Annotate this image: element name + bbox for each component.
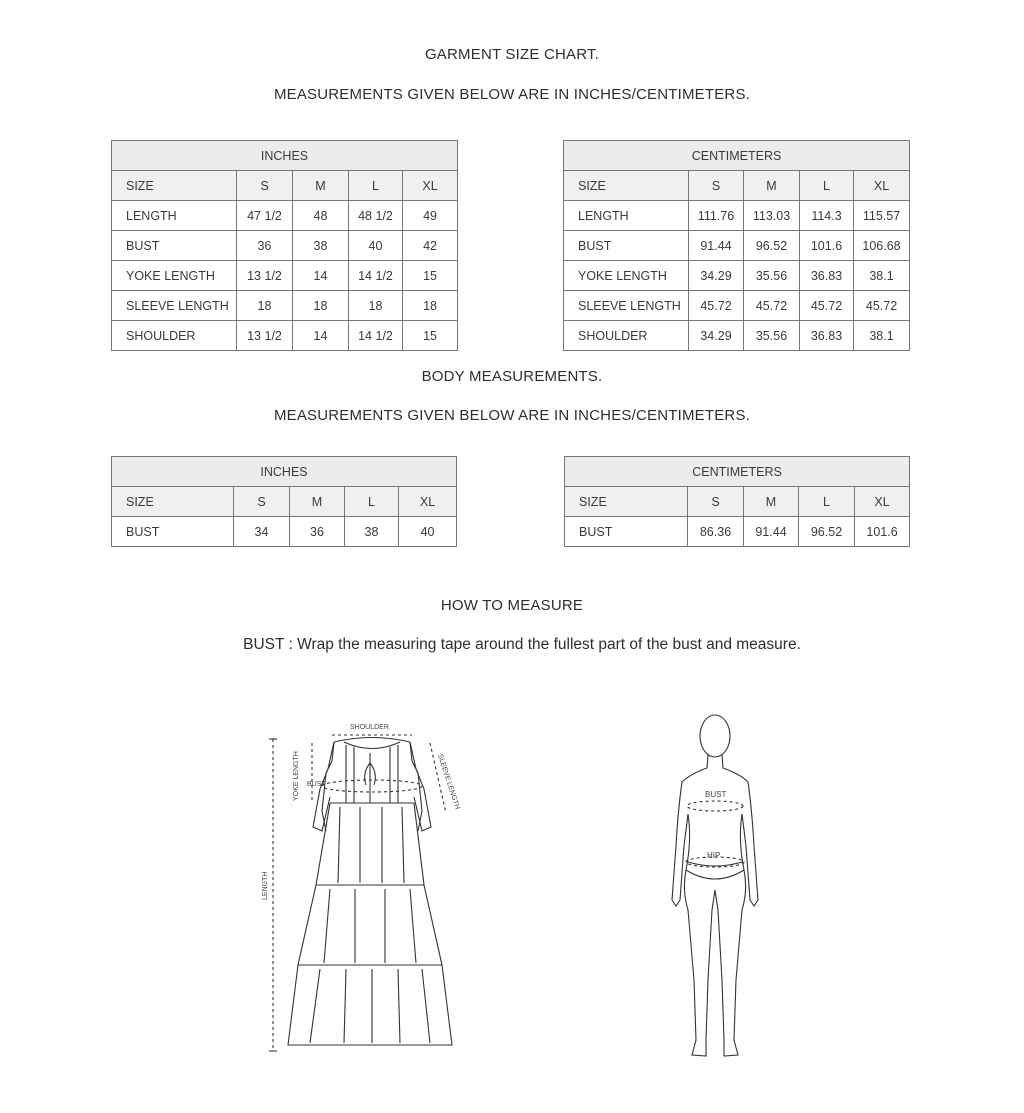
measurement-value: 36	[290, 517, 345, 547]
body-inches-table	[111, 456, 457, 547]
measurement-value: 38.1	[854, 261, 910, 291]
measurement-label: SLEEVE LENGTH	[564, 291, 689, 321]
table-row	[564, 321, 910, 351]
measurement-value: 18	[293, 291, 349, 321]
measurement-value: 35.56	[744, 321, 800, 351]
size-column-header: SIZE	[565, 487, 688, 517]
measurement-value: 14 1/2	[349, 261, 403, 291]
size-column-header: SIZE	[112, 487, 234, 517]
table-row	[565, 517, 910, 547]
measurement-value: 18	[349, 291, 403, 321]
measurement-value: 96.52	[799, 517, 855, 547]
size-xl-header: XL	[854, 171, 910, 201]
size-column-header: SIZE	[112, 171, 237, 201]
measurement-value: 48 1/2	[349, 201, 403, 231]
measurement-value: 113.03	[744, 201, 800, 231]
measurement-value: 34	[234, 517, 290, 547]
sleeve-length-label: SLEEVE LENGTH	[436, 753, 461, 811]
table-row	[564, 201, 910, 231]
table-header-row	[565, 487, 910, 517]
shoulder-label: SHOULDER	[350, 724, 389, 731]
measurement-value: 36	[237, 231, 293, 261]
size-l-header: L	[349, 171, 403, 201]
measurement-value: 13 1/2	[237, 321, 293, 351]
size-s-header: S	[688, 487, 744, 517]
measurement-value: 36.83	[800, 261, 854, 291]
body-centimeters-table	[564, 456, 910, 547]
table-header-row	[112, 487, 457, 517]
measurement-value: 48	[293, 201, 349, 231]
measurement-value: 101.6	[855, 517, 910, 547]
body-outline	[672, 715, 758, 1056]
table-header-row	[564, 171, 910, 201]
size-m-header: M	[744, 171, 800, 201]
size-s-header: S	[689, 171, 744, 201]
table-unit-title: CENTIMETERS	[564, 141, 910, 171]
measurement-value: 15	[403, 321, 458, 351]
measurement-value: 101.6	[800, 231, 854, 261]
measurement-value: 49	[403, 201, 458, 231]
table-row	[112, 321, 458, 351]
length-arrow	[269, 739, 277, 1051]
measurement-label: LENGTH	[564, 201, 689, 231]
figure-hip-label: HIP	[707, 851, 721, 860]
garment-chart-title: GARMENT SIZE CHART.	[424, 46, 600, 63]
length-label: LENGTH	[262, 871, 269, 900]
dress-bust-label: BUST	[307, 781, 326, 788]
garment-centimeters-table	[563, 140, 910, 351]
size-m-header: M	[744, 487, 799, 517]
dress-measurement-illustration	[250, 715, 480, 1075]
measurement-value: 45.72	[744, 291, 800, 321]
measurement-value: 18	[237, 291, 293, 321]
measurement-label: YOKE LENGTH	[564, 261, 689, 291]
how-to-measure-title: HOW TO MEASURE	[440, 597, 584, 614]
size-l-header: L	[345, 487, 399, 517]
measurement-value: 15	[403, 261, 458, 291]
measurement-value: 14	[293, 321, 349, 351]
table-unit-title: CENTIMETERS	[565, 457, 910, 487]
measurement-value: 18	[403, 291, 458, 321]
body-measurements-subtitle: MEASUREMENTS GIVEN BELOW ARE IN INCHES/CENTIMETERS.	[273, 407, 751, 424]
measurement-value: 34.29	[689, 321, 744, 351]
body-figure-illustration	[660, 710, 770, 1070]
measurement-label: BUST	[112, 517, 234, 547]
size-m-header: M	[290, 487, 345, 517]
size-s-header: S	[234, 487, 290, 517]
measurement-value: 38	[293, 231, 349, 261]
size-s-header: S	[237, 171, 293, 201]
size-column-header: SIZE	[564, 171, 689, 201]
measurement-label: SHOULDER	[564, 321, 689, 351]
figure-bust-tape	[687, 801, 743, 811]
measurement-value: 34.29	[689, 261, 744, 291]
measurement-label: BUST	[565, 517, 688, 547]
table-header-row	[112, 171, 458, 201]
table-row	[112, 517, 457, 547]
table-row	[564, 231, 910, 261]
measurement-value: 96.52	[744, 231, 800, 261]
table-row	[564, 291, 910, 321]
measurement-value: 45.72	[800, 291, 854, 321]
size-xl-header: XL	[855, 487, 910, 517]
size-m-header: M	[293, 171, 349, 201]
measurement-value: 38.1	[854, 321, 910, 351]
measurement-value: 47 1/2	[237, 201, 293, 231]
measurement-label: BUST	[564, 231, 689, 261]
table-row	[112, 231, 458, 261]
measurement-value: 38	[345, 517, 399, 547]
garment-inches-table	[111, 140, 458, 351]
yoke-length-label: YOKE LENGTH	[293, 751, 300, 801]
figure-bust-label: BUST	[705, 790, 727, 799]
size-l-header: L	[799, 487, 855, 517]
table-row	[564, 261, 910, 291]
table-unit-title: INCHES	[112, 141, 458, 171]
measurement-value: 40	[349, 231, 403, 261]
measurement-value: 42	[403, 231, 458, 261]
size-xl-header: XL	[399, 487, 457, 517]
measurement-value: 114.3	[800, 201, 854, 231]
measurement-value: 106.68	[854, 231, 910, 261]
measurement-value: 36.83	[800, 321, 854, 351]
measurement-label: LENGTH	[112, 201, 237, 231]
measurement-value: 14 1/2	[349, 321, 403, 351]
measurement-label: SHOULDER	[112, 321, 237, 351]
size-l-header: L	[800, 171, 854, 201]
measurement-value: 14	[293, 261, 349, 291]
table-row	[112, 261, 458, 291]
measurement-value: 111.76	[689, 201, 744, 231]
measurement-value: 13 1/2	[237, 261, 293, 291]
measurement-value: 35.56	[744, 261, 800, 291]
table-row	[112, 291, 458, 321]
table-row	[112, 201, 458, 231]
measurement-label: YOKE LENGTH	[112, 261, 237, 291]
measurement-value: 86.36	[688, 517, 744, 547]
measurement-value: 45.72	[689, 291, 744, 321]
measurement-label: BUST	[112, 231, 237, 261]
size-xl-header: XL	[403, 171, 458, 201]
bust-instruction: BUST : Wrap the measuring tape around the fullest part of the bust and measure.	[243, 636, 801, 653]
body-measurements-title: BODY MEASUREMENTS.	[421, 368, 603, 385]
measurement-value: 91.44	[689, 231, 744, 261]
measurement-value: 45.72	[854, 291, 910, 321]
table-unit-title: INCHES	[112, 457, 457, 487]
measurement-value: 40	[399, 517, 457, 547]
garment-chart-subtitle: MEASUREMENTS GIVEN BELOW ARE IN INCHES/CENTIMETERS.	[273, 86, 751, 103]
measurement-value: 115.57	[854, 201, 910, 231]
measurement-value: 91.44	[744, 517, 799, 547]
measurement-label: SLEEVE LENGTH	[112, 291, 237, 321]
